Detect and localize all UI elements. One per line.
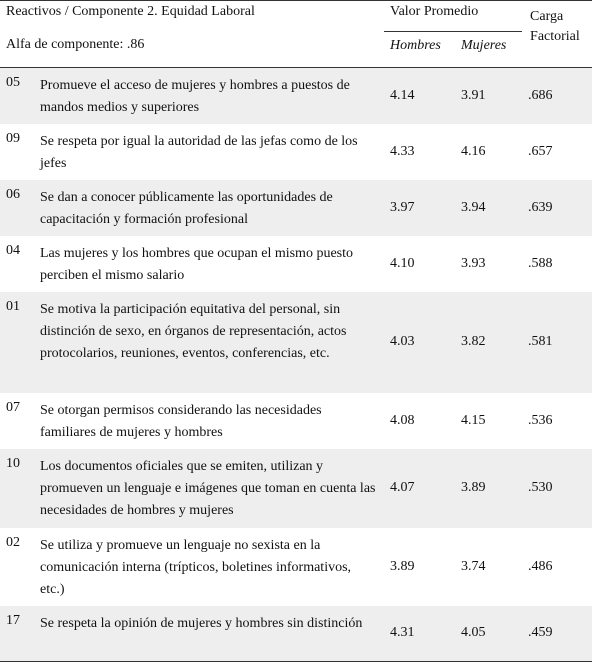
hombres-value: 3.97 xyxy=(390,199,415,215)
item-text: Se otorgan permisos considerando las necesidades familiares de mujeres y hombres xyxy=(40,402,322,440)
item-number: 01 xyxy=(6,298,20,314)
header-row-1 xyxy=(0,1,592,32)
hombres-value: 4.08 xyxy=(390,412,415,428)
table-row xyxy=(0,292,592,393)
table-title: Reactivos / Componente 2. Equidad Laboral xyxy=(6,4,255,19)
carga-value: .588 xyxy=(528,255,553,271)
carga-value: .486 xyxy=(528,558,553,574)
alfa-componente: Alfa de componente: .86 xyxy=(6,37,145,52)
item-text: Se motiva la participación equitativa del personal, sin distinción de sexo, en órganos de representación, actos protocolarios, reuniones, eventos, conferencias, etc. xyxy=(40,301,347,361)
hombres-value: 3.89 xyxy=(390,558,415,574)
item-text: Las mujeres y los hombres que ocupan el mismo puesto perciben el mismo salario xyxy=(40,245,353,283)
item-text: Se dan a conocer públicamente las oportunidades de capacitación y formación profesional xyxy=(40,189,333,227)
item-number: 17 xyxy=(6,612,20,628)
item-text: Promueve el acceso de mujeres y hombres a puestos de mandos medios y superiores xyxy=(40,78,350,115)
hombres-header: Hombres xyxy=(384,31,455,68)
hombres-value: 4.03 xyxy=(390,334,415,349)
item-number: 07 xyxy=(6,399,20,415)
carga-value: .581 xyxy=(528,334,553,349)
item-number: 10 xyxy=(6,455,20,471)
mujeres-header: Mujeres xyxy=(455,31,522,68)
mujeres-value: 3.93 xyxy=(461,255,486,271)
mujeres-value: 3.74 xyxy=(461,558,486,574)
carga-value: .657 xyxy=(528,143,553,159)
mujeres-value: 3.89 xyxy=(461,480,486,495)
item-number: 06 xyxy=(6,186,20,202)
carga-factorial-header xyxy=(522,1,592,68)
table-row xyxy=(0,236,592,292)
mujeres-value: 3.82 xyxy=(461,334,486,349)
table-row xyxy=(0,606,592,662)
table-row xyxy=(0,449,592,528)
carga-value: .686 xyxy=(528,87,553,103)
table-row xyxy=(0,124,592,180)
header-row-2 xyxy=(0,31,592,68)
table-row xyxy=(0,528,592,606)
hombres-value: 4.14 xyxy=(390,87,415,103)
mujeres-value: 4.15 xyxy=(461,412,486,428)
hombres-value: 4.07 xyxy=(390,480,415,495)
item-number: 02 xyxy=(6,534,20,550)
valor-promedio-header: Valor Promedio xyxy=(390,4,479,19)
hombres-value: 4.10 xyxy=(390,255,415,271)
mujeres-value: 4.16 xyxy=(461,143,486,159)
item-text: Se utiliza y promueve un lenguaje no sexista en la comunicación interna (trípticos, boletines informativos, etc.) xyxy=(40,537,352,597)
item-text: Se respeta la opinión de mujeres y hombres sin distinción xyxy=(40,615,363,631)
carga-value: .639 xyxy=(528,199,553,215)
item-number: 04 xyxy=(6,242,20,258)
hombres-value: 4.31 xyxy=(390,625,415,641)
table-row xyxy=(0,180,592,236)
carga-value: .459 xyxy=(528,625,553,641)
carga-value: .530 xyxy=(528,480,553,495)
carga-line-1: Carga xyxy=(530,9,564,24)
hombres-value: 4.33 xyxy=(390,143,415,159)
carga-value: .536 xyxy=(528,412,553,428)
item-text: Se respeta por igual la autoridad de las jefas como de los jefes xyxy=(40,133,358,171)
mujeres-value: 3.94 xyxy=(461,199,486,215)
carga-line-2: Factorial xyxy=(530,29,580,44)
mujeres-value: 4.05 xyxy=(461,625,486,641)
table-row xyxy=(0,68,592,124)
item-text: Los documentos oficiales que se emiten, utilizan y promueven un lenguaje e imágenes que toman en cuenta las necesidades de hombres y mujeres xyxy=(40,458,376,518)
item-number: 05 xyxy=(6,75,20,90)
table-row xyxy=(0,393,592,449)
item-number: 09 xyxy=(6,130,20,146)
mujeres-value: 3.91 xyxy=(461,87,486,103)
